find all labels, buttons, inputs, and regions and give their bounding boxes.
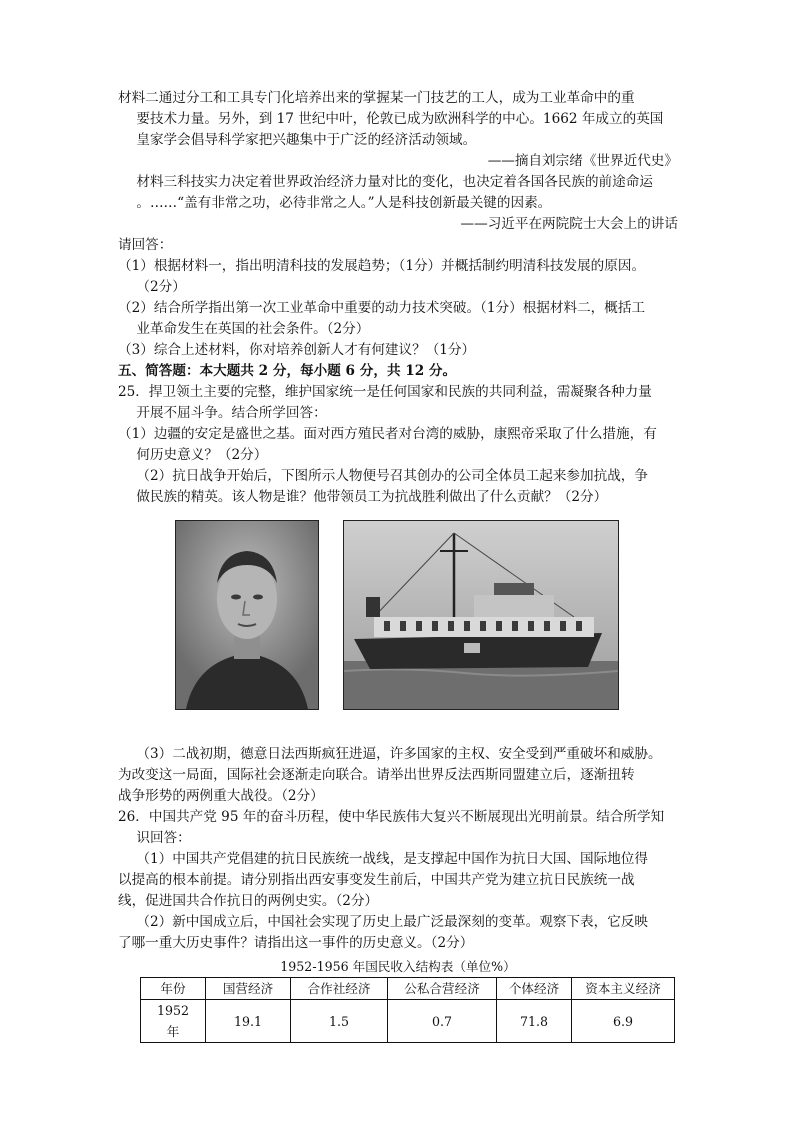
q25-part-3-line-3: 战争形势的两例重大战役。（2分） (118, 788, 324, 804)
ship-image (344, 521, 618, 709)
col-header-year: 年份 (141, 978, 206, 1000)
ship-photo (343, 520, 619, 710)
material-2-line-1: 材料二通过分工和工具专门化培养出来的掌握某一门技艺的工人，成为工业革命中的重 (118, 90, 635, 106)
col-header-individual: 个体经济 (497, 978, 572, 1000)
col-header-capitalist: 资本主义经济 (572, 978, 675, 1000)
question-24-parts (118, 235, 678, 361)
answer-prompt: 请回答： (118, 237, 173, 253)
table-header-row (141, 978, 675, 1000)
q26-part-2-line-1: （2）新中国成立后，中国社会实现了历史上最广泛最深刻的变革。观察下表，它反映 (136, 914, 648, 930)
table-row (141, 1000, 675, 1043)
cell-year: 1952 年 (141, 1000, 206, 1043)
portrait-image (176, 521, 318, 709)
cell-state: 19.1 (206, 1000, 291, 1043)
national-income-table (140, 977, 675, 1043)
question-25 (118, 382, 678, 807)
material-2-line-2: 要技术力量。另外，到 17 世纪中叶，伦敦已成为欧洲科学的中心。1662 年成立的英国 (136, 111, 664, 127)
section-5-heading: 五、简答题：本大题共 2 分，每小题 6 分，共 12 分。 (118, 363, 457, 379)
cell-capitalist: 6.9 (572, 1000, 675, 1043)
q25-part-2-line-1: （2）抗日战争开始后，下图所示人物便号召其创办的公司全体员工起来参加抗战，争 (136, 468, 648, 484)
exam-page (118, 88, 678, 1043)
q26-part-1-line-2: 以提高的根本前提。请分别指出西安事变发生前后，中国共产党为建立抗日民族统一战 (118, 872, 635, 888)
q25-part-2-line-2: 做民族的精英。该人物是谁？他带领员工为抗战胜利做出了什么贡献？（2分） (136, 489, 608, 505)
cell-joint: 0.7 (388, 1000, 497, 1043)
col-header-cooperative: 合作社经济 (291, 978, 388, 1000)
q25-intro-line-1: 25．捍卫领土主要的完整，维护国家统一是任何国家和民族的共同利益，需凝聚各种力量 (118, 384, 652, 400)
cell-cooperative: 1.5 (291, 1000, 388, 1043)
photo-row (118, 514, 678, 736)
q26-intro-line-2: 识回答： (136, 830, 191, 846)
q24-part-3: （3）综合上述材料，你对培养创新人才有何建议？（1分） (118, 342, 476, 358)
material-2 (118, 88, 678, 172)
q24-part-1-line-1: （1）根据材料一，指出明清科技的发展趋势；（1分）并概括制约明清科技发展的原因。 (118, 258, 646, 274)
col-header-state: 国营经济 (206, 978, 291, 1000)
q24-part-2-line-2: 业革命发生在英国的社会条件。（2分） (136, 321, 370, 337)
q26-part-1-line-1: （1）中国共产党倡建的抗日民族统一战线，是支撑起中国作为抗日大国、国际地位得 (136, 851, 648, 867)
q26-intro-line-1: 26．中国共产党 95 年的奋斗历程，使中华民族伟大复兴不断展现出光明前景。结合所学知 (118, 809, 665, 825)
cell-individual: 71.8 (497, 1000, 572, 1043)
material-2-line-3: 皇家学会倡导科学家把兴趣集中于广泛的经济活动领域。 (136, 132, 477, 148)
q26-part-2-line-2: 了哪一重大历史事件？请指出这一事件的历史意义。（2分） (118, 935, 474, 951)
material-3-line-2: 。……“盖有非常之功，必待非常之人。”人是科技创新最关键的因素。 (136, 195, 552, 211)
q25-part-3-line-1: （3）二战初期，德意日法西斯疯狂进逼，许多国家的主权、安全受到严重破坏和威胁。 (136, 746, 662, 762)
q24-part-1-line-2: （2分） (136, 279, 186, 295)
q25-part-1-line-2: 何历史意义？（2分） (136, 447, 268, 463)
q25-intro-line-2: 开展不屈斗争。结合所学回答： (136, 405, 327, 421)
material-3 (118, 172, 678, 235)
q26-part-1-line-3: 线，促进国共合作抗日的两例史实。（2分） (118, 893, 379, 909)
col-header-joint: 公私合营经济 (388, 978, 497, 1000)
material-2-source: ——摘自刘宗绪《世界近代史》 (487, 153, 678, 169)
q25-part-1-line-1: （1）边疆的安定是盛世之基。面对西方殖民者对台湾的威胁，康熙帝采取了什么措施，有 (118, 426, 657, 442)
portrait-photo (175, 520, 319, 710)
q25-part-3-line-2: 为改变这一局面，国际社会逐渐走向联合。请举出世界反法西斯同盟建立后，逐渐扭转 (118, 767, 635, 783)
material-3-source: ——习近平在两院院士大会上的讲话 (460, 216, 678, 232)
material-3-line-1: 材料三科技实力决定着世界政治经济力量对比的变化，也决定着各国各民族的前途命运 (136, 174, 653, 190)
table-caption: 1952-1956 年国民收入结构表（单位%） (280, 959, 516, 974)
question-26 (118, 807, 678, 954)
q24-part-2-line-1: （2）结合所学指出第一次工业革命中重要的动力技术突破。（1分）根据材料二，概括工 (118, 300, 646, 316)
